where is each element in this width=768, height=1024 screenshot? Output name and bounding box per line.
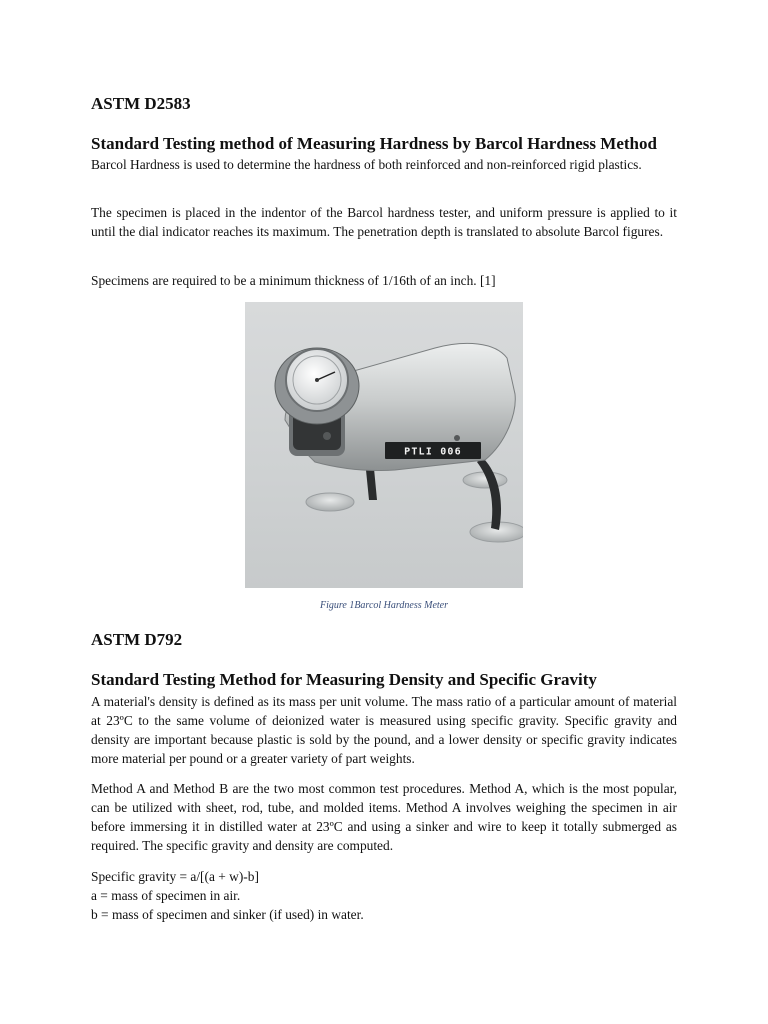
paragraph-barcol-procedure: The specimen is placed in the indentor of the Barcol hardness tester, and uniform pressure is applied to it until the dial indicator reaches its maximum. The penetration depth is translated to absolute Barcol figures. [91, 205, 677, 239]
paragraph-barcol-thickness: Specimens are required to be a minimum thickness of 1/16th of an inch. [1] [91, 273, 496, 288]
paragraph-density-intro: A material's density is defined as its mass per unit volume. The mass ratio of a particular amount of material at 23ºC to the same volume of deionized water is measured using specific gravity. Specific gravity and density are important because plastic is sold by the pound, and a lower density or specific gravity indicates more material per pound or a greater variety of part weights. [91, 694, 677, 766]
barcol-hardness-meter-photo [245, 302, 523, 588]
section-subheading-density: Standard Testing Method for Measuring Density and Specific Gravity [91, 670, 597, 689]
section-heading-astm-d2583: ASTM D2583 [91, 94, 191, 113]
section-heading-astm-d792: ASTM D792 [91, 630, 183, 649]
formula-definition-a: a = mass of specimen in air. [91, 888, 241, 903]
section-subheading-barcol: Standard Testing method of Measuring Hardness by Barcol Hardness Method [91, 134, 657, 153]
paragraph-barcol-intro: Barcol Hardness is used to determine the hardness of both reinforced and non-reinforced rigid plastics. [91, 157, 642, 172]
formula-specific-gravity: Specific gravity = a/[(a + w)-b] [91, 869, 259, 884]
barcol-meter-illustration [245, 302, 523, 588]
device-label-text: PTLI 006 [404, 446, 462, 458]
paragraph-density-methods: Method A and Method B are the two most common test procedures. Method A, which is the most popular, can be utilized with sheet, rod, tube, and molded items. Method A involves weighing the specimen in air before immersing it in distilled water at 23ºC and using a sinker and wire to keep it totally submerged as required. The specific gravity and density are computed. [91, 781, 677, 853]
figure-caption: Figure 1Barcol Hardness Meter [319, 600, 449, 611]
formula-definition-b: b = mass of specimen and sinker (if used) in water. [91, 907, 364, 922]
